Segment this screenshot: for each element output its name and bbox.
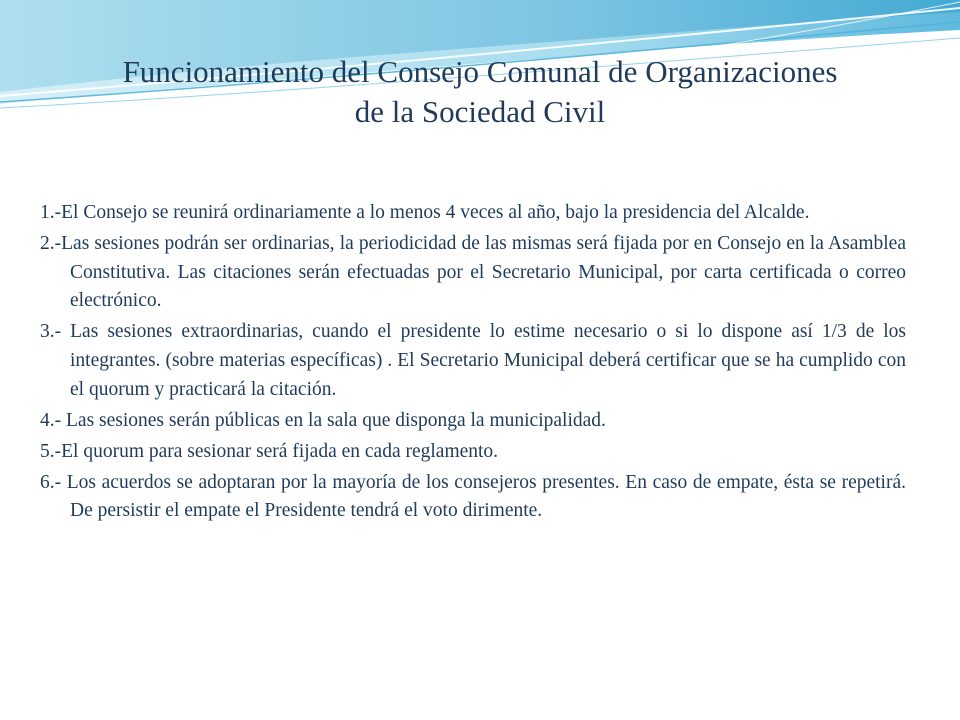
rule-item-1	[40, 199, 906, 228]
slide-title-line-1: Funcionamiento del Consejo Comunal de Organizaciones	[122, 54, 838, 89]
rule-item-3	[40, 318, 906, 404]
rule-number: 6.-	[40, 471, 62, 493]
rule-number: 2.-	[40, 233, 62, 255]
rule-number: 5.-	[40, 440, 62, 462]
rule-text: Las sesiones podrán ser ordinarias, la periodicidad de las mismas será fijada por en Consejo en la Asamblea Constitutiva. Las citaciones serán efectuadas por el Secretario Municipal, por carta certificada o correo electrónico.	[61, 233, 906, 312]
rules-list	[40, 199, 906, 529]
slide-title	[30, 52, 930, 132]
rule-text: Las sesiones extraordinarias, cuando el presidente lo estime necesario o si lo dispone así 1/3 de los integrantes. (sobre materias específicas) . El Secretario Municipal deberá certificar que se ha cumplido con el quorum y practicará la citación.	[61, 321, 906, 400]
rule-number: 3.-	[40, 321, 62, 343]
rule-number: 4.-	[40, 409, 62, 431]
rule-item-2	[40, 230, 906, 316]
rule-text: El Consejo se reunirá ordinariamente a lo menos 4 veces al año, bajo la presidencia del Alcalde.	[61, 202, 810, 223]
rule-item-5	[40, 438, 906, 467]
rule-text: Los acuerdos se adoptaran por la mayoría de los consejeros presentes. En caso de empate, ésta se repetirá. De persistir el empate el Presidente tendrá el voto dirimente.	[61, 471, 906, 522]
rule-item-6	[40, 469, 906, 526]
rule-item-4	[40, 407, 906, 436]
rule-number: 1.-	[40, 202, 62, 223]
slide-title-line-2: de la Sociedad Civil	[354, 94, 606, 129]
rule-text: Las sesiones serán públicas en la sala que disponga la municipalidad.	[61, 409, 606, 431]
rule-text: El quorum para sesionar será fijada en cada reglamento.	[61, 440, 499, 462]
